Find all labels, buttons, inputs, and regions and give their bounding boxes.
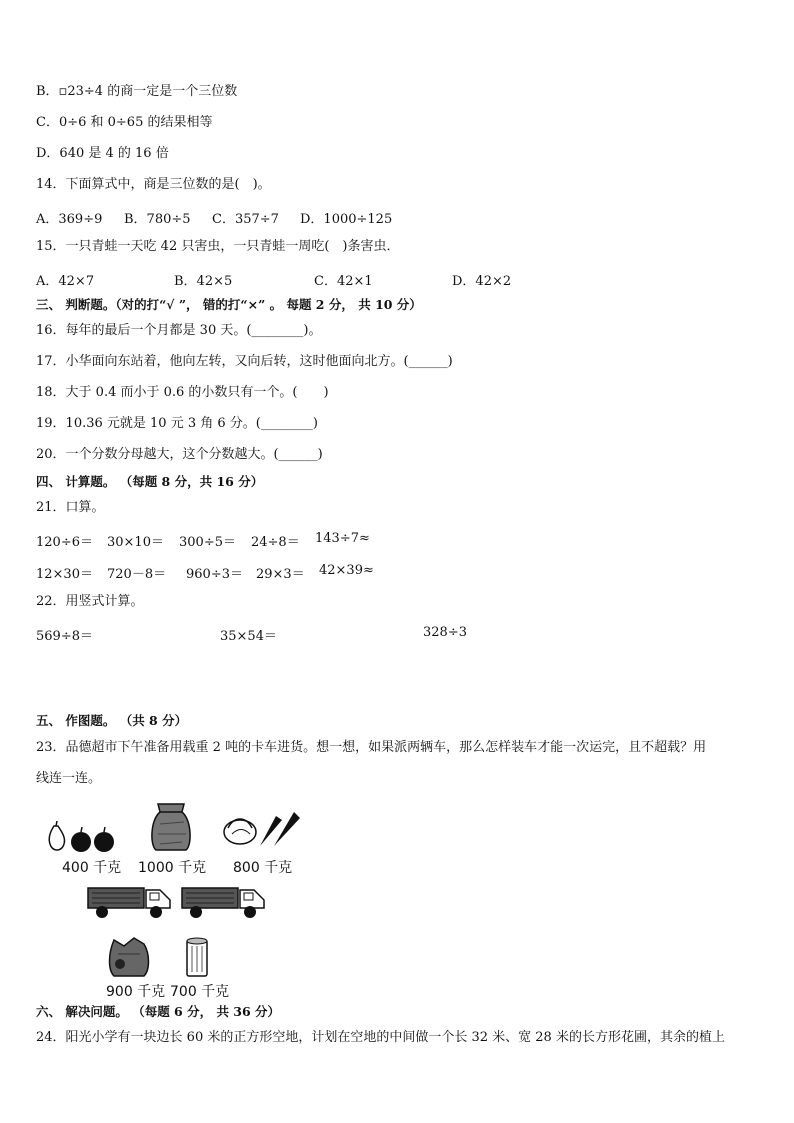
q21-item: 143÷7≈ <box>315 531 370 546</box>
caption-900kg: 900 千克 <box>106 984 166 1000</box>
judge-item-16: 16．每年的最后一个月都是 30 天。(________)。 <box>36 323 322 338</box>
section-5-title: 五、 作图题。 （共 8 分） <box>36 713 188 728</box>
vegetables-icon <box>220 806 304 848</box>
q15-option-a: A．42×7 <box>36 274 95 289</box>
q14-option-d: D．1000÷125 <box>300 212 393 227</box>
q22-item: 569÷8＝ <box>36 629 93 644</box>
q23-text-line-1: 23．品德超市下午准备用载重 2 吨的卡车进货。想一想，如果派两辆车，那么怎样装车才能一次运完，且不超载？用 <box>36 740 707 755</box>
q21-item: 120÷6＝ <box>36 535 93 550</box>
judge-item-20: 20．一个分数分母越大，这个分数越大。(______) <box>36 447 323 462</box>
q21-item: 30×10＝ <box>107 535 164 550</box>
q24-text-line-1: 24．阳光小学有一块边长 60 米的正方形空地，计划在空地的中间做一个长 32 米、宽 28 米的长方形花圃，其余的植上 <box>36 1030 725 1045</box>
q13-option-c: C．0÷6 和 0÷65 的结果相等 <box>36 115 213 130</box>
caption-1000kg: 1000 千克 <box>138 860 207 876</box>
q21-item: 42×39≈ <box>319 563 374 578</box>
q14-stem: 14．下面算式中，商是三位数的是( )。 <box>36 177 271 192</box>
q14-option-a: A．369÷9 <box>36 212 103 227</box>
q14-option-c: C．357÷7 <box>212 212 279 227</box>
q23-text-line-2: 线连一连。 <box>36 771 102 786</box>
q21-item: 300÷5＝ <box>179 535 236 550</box>
q15-option-d: D．42×2 <box>452 274 512 289</box>
q21-item: 720－8＝ <box>107 567 167 582</box>
caption-800kg: 800 千克 <box>233 860 293 876</box>
judge-item-19: 19．10.36 元就是 10 元 3 角 6 分。(________) <box>36 416 318 431</box>
truck-icon <box>86 880 174 922</box>
barrel-icon <box>184 936 210 978</box>
section-4-title: 四、 计算题。 （每题 8 分，共 16 分） <box>36 474 264 489</box>
q22-item: 35×54＝ <box>220 629 277 644</box>
q15-option-b: B．42×5 <box>174 274 233 289</box>
q15-option-c: C．42×1 <box>314 274 373 289</box>
fruit-icon <box>44 818 124 858</box>
q13-option-b: B．▫23÷4 的商一定是一个三位数 <box>36 84 238 99</box>
q22-item: 328÷3 <box>423 625 467 640</box>
section-6-title: 六、 解决问题。 （每题 6 分， 共 36 分） <box>36 1004 281 1019</box>
q21-item: 24÷8＝ <box>251 535 300 550</box>
q14-option-b: B．780÷5 <box>124 212 191 227</box>
sack-icon <box>148 800 194 854</box>
judge-item-17: 17．小华面向东站着，他向左转，又向后转，这时他面向北方。(______) <box>36 354 453 369</box>
q21-item: 12×30＝ <box>36 567 93 582</box>
q13-option-d: D．640 是 4 的 16 倍 <box>36 146 169 161</box>
q22-stem: 22．用竖式计算。 <box>36 594 144 609</box>
judge-item-18: 18．大于 0.4 而小于 0.6 的小数只有一个。( ) <box>36 385 329 400</box>
truck-icon <box>180 880 268 922</box>
caption-700kg: 700 千克 <box>170 984 230 1000</box>
q21-item: 960÷3＝ <box>186 567 243 582</box>
q21-item: 29×3＝ <box>256 567 305 582</box>
bag-icon <box>106 934 152 978</box>
q21-stem: 21．口算。 <box>36 500 105 515</box>
caption-400kg: 400 千克 <box>62 860 122 876</box>
section-3-title: 三、 判断题。（对的打“√ ”， 错的打“×” 。 每题 2 分， 共 10 分） <box>36 297 422 312</box>
q15-stem: 15．一只青蛙一天吃 42 只害虫，一只青蛙一周吃( )条害虫． <box>36 239 400 254</box>
